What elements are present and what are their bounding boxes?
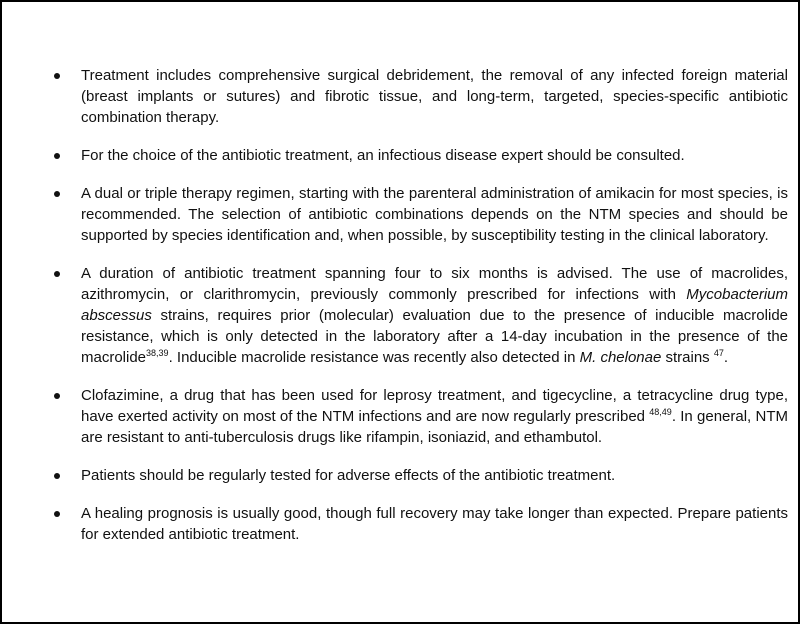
text-segment: strains xyxy=(661,349,714,366)
bullet-icon xyxy=(54,73,60,79)
bullet-icon xyxy=(54,511,60,517)
citation-superscript: 47 xyxy=(713,348,724,358)
bullet-icon xyxy=(54,191,60,197)
species-name: Mycobacterium abscessus xyxy=(81,286,788,324)
list-item xyxy=(2,145,800,166)
bullet-icon xyxy=(54,271,60,277)
list-item-text: Patients should be regularly tested for adverse effects of the antibiotic treatment. xyxy=(81,467,616,484)
text-segment: strains, requires prior (molecular) evaluation due to the presence of inducible macrolide resistance, which is only detected in the laboratory after a 14-day incubation in the presence of the macrolide xyxy=(81,307,788,366)
species-name: M. chelonae xyxy=(579,349,662,366)
list-item-text xyxy=(81,387,788,446)
list-item xyxy=(2,65,800,128)
list-item xyxy=(2,465,800,486)
text-segment: A duration of antibiotic treatment spanning four to six months is advised. The use of macrolides, azithromycin, or clarithromycin, previously commonly prescribed for infections with xyxy=(81,265,788,303)
list-item-text: For the choice of the antibiotic treatment, an infectious disease expert should be consulted. xyxy=(81,147,685,164)
list-item xyxy=(2,263,800,368)
citation-superscript: 38,39 xyxy=(146,348,169,358)
text-segment: Clofazimine, a drug that has been used for leprosy treatment, and tigecycline, a tetracycline drug type, have exerted activity on most of the NTM infections and are now regularly prescribed xyxy=(81,387,788,425)
list-item-text: Treatment includes comprehensive surgical debridement, the removal of any infected foreign material (breast implants or sutures) and fibrotic tissue, and long-term, targeted, species-specific antibiotic combination therapy. xyxy=(81,67,788,126)
list-item xyxy=(2,385,800,448)
text-segment: . xyxy=(723,349,729,366)
list-item-text: A dual or triple therapy regimen, starting with the parenteral administration of amikacin for most species, is recommended. The selection of antibiotic combinations depends on the NTM species and should be supported by species identification and, when possible, by susceptibility testing in the clinical laboratory. xyxy=(81,185,788,244)
bullet-icon xyxy=(54,393,60,399)
bullet-icon xyxy=(54,473,60,479)
list-item xyxy=(2,183,800,246)
text-segment: . In general, NTM are resistant to anti-tuberculosis drugs like rifampin, isoniazid, and ethambutol. xyxy=(81,408,788,446)
text-segment: . Inducible macrolide resistance was recently also detected in xyxy=(168,349,580,366)
list-item xyxy=(2,503,800,545)
citation-superscript: 48,49 xyxy=(649,407,672,417)
bullet-icon xyxy=(54,153,60,159)
list-item-text xyxy=(81,265,788,366)
recommendation-list xyxy=(2,65,800,562)
list-item-text: A healing prognosis is usually good, though full recovery may take longer than expected. Prepare patients for extended antibiotic treatment. xyxy=(81,505,788,543)
